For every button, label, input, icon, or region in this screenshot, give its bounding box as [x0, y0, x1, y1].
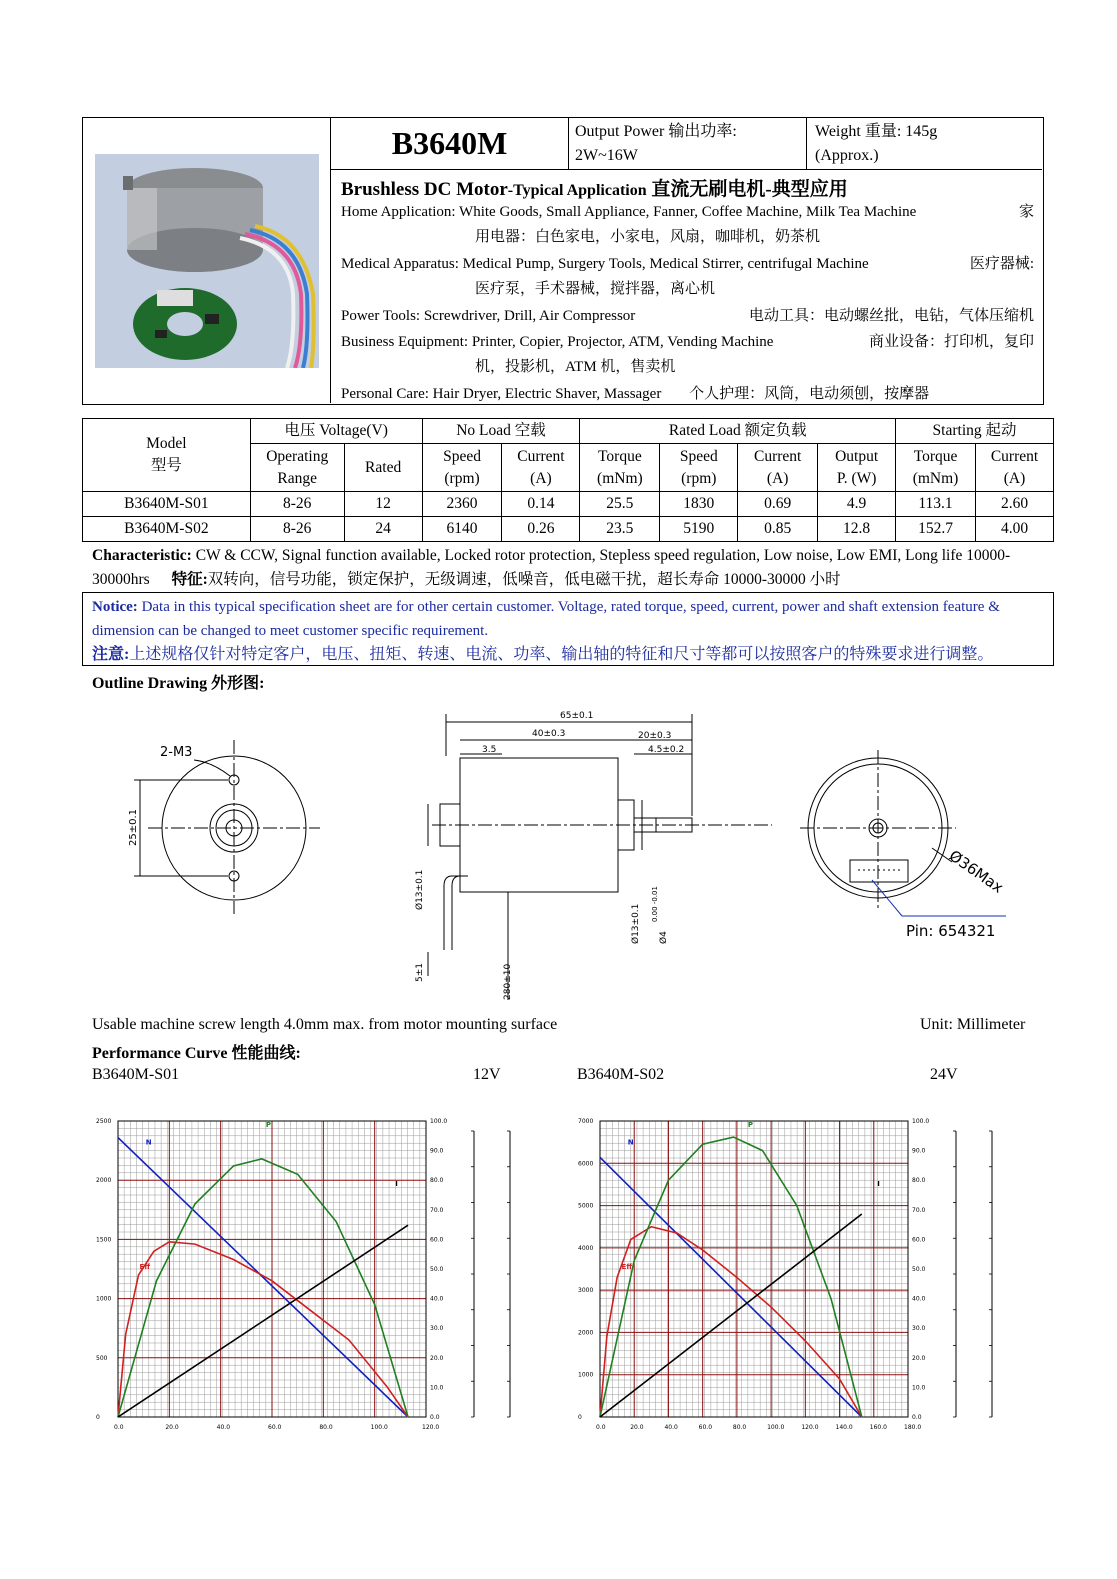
label-d35: 3.5 — [482, 745, 497, 755]
label-m3: 2-M3 — [160, 745, 193, 760]
x-tick-label: 120.0 — [422, 1424, 440, 1431]
y-tick-label: 1000 — [578, 1371, 594, 1379]
sub-header-line: Speed — [679, 447, 718, 465]
application-tools-cn: 电动工具：电动螺丝批，电钻，气体压缩机 — [748, 308, 1034, 324]
x-tick-label: 140.0 — [835, 1424, 853, 1431]
label-d36: Ø36Max — [945, 846, 1007, 897]
cell: 8-26 — [250, 492, 344, 517]
header-model-en: Model — [146, 435, 187, 452]
sub-header-line: Speed — [443, 447, 481, 465]
x-tick-label: 0.0 — [596, 1424, 606, 1431]
performance-chart-s02 — [572, 1095, 1032, 1440]
x-tick-label: 40.0 — [216, 1424, 231, 1431]
label-d280: 280±10 — [503, 963, 513, 1000]
cell: 12.8 — [818, 517, 896, 542]
cell: 4.9 — [818, 492, 896, 517]
sub-header-line: (A) — [1003, 469, 1026, 487]
cell: 23.5 — [580, 517, 660, 542]
sub-header-line: Range — [277, 469, 318, 487]
label-pin: Pin: 654321 — [906, 922, 996, 940]
series-label: P — [265, 1120, 271, 1129]
y-tick-label: 2000 — [96, 1177, 112, 1185]
output-power-label: Output Power 输出功率: — [575, 123, 737, 140]
header-model — [83, 419, 251, 492]
application-tools — [341, 304, 1036, 329]
x-tick-label: 20.0 — [165, 1424, 179, 1431]
sub-header-line: (rpm) — [681, 469, 717, 487]
sub-header-line: Current — [990, 447, 1039, 465]
series-label: I — [877, 1180, 880, 1189]
unit-note: Unit: Millimeter — [920, 1016, 1026, 1033]
sub-header-line: Output — [835, 447, 879, 465]
y-tick-label: 3000 — [578, 1287, 594, 1295]
sub-header-line: (A) — [766, 469, 789, 487]
application-personal-cn: 个人护理：风筒，电动须刨，按摩器 — [689, 386, 930, 402]
application-business-en: Business Equipment: Printer, Copier, Projector, ATM, Vending Machine — [341, 334, 774, 350]
notice-cn — [92, 643, 1044, 667]
y-tick-label: 5000 — [578, 1202, 594, 1210]
characteristic — [92, 544, 1047, 592]
weight-cell — [807, 118, 1042, 170]
application-tools-en: Power Tools: Screwdriver, Drill, Air Compressor — [341, 308, 636, 324]
sub-header — [502, 444, 580, 492]
y2-tick-label: 30.0 — [912, 1325, 926, 1333]
photo-cell — [83, 118, 331, 403]
weight-label: Weight 重量: 145g — [815, 123, 938, 140]
sub-header-line: Current — [754, 447, 802, 465]
y-tick-label: 0 — [96, 1414, 100, 1421]
series-label: P — [747, 1120, 753, 1129]
curve2-model: B3640M-S02 — [577, 1066, 665, 1083]
y2-tick-label: 90.0 — [430, 1147, 444, 1155]
sub-header — [976, 444, 1054, 492]
series-label: N — [145, 1138, 152, 1147]
curve1-voltage: 12V — [473, 1066, 501, 1083]
y-tick-label: 7000 — [578, 1118, 594, 1125]
application-medical — [341, 252, 1036, 302]
characteristic-cn-label: 特征: — [171, 571, 208, 588]
label-d13a: Ø13±0.1 — [415, 869, 425, 910]
application-title-sub: -Typical Application — [507, 182, 647, 199]
label-d4-tol: 0.00 -0.01 — [651, 886, 659, 922]
y2-tick-label: 50.0 — [912, 1266, 926, 1273]
y-tick-label: 4000 — [578, 1244, 594, 1252]
table-row — [83, 517, 1054, 542]
application-home-en: Home Application: White Goods, Small Appliance, Fanner, Coffee Machine, Milk Tea Machine — [341, 204, 917, 220]
characteristic-label: Characteristic: — [92, 547, 192, 564]
y2-tick-label: 50.0 — [430, 1266, 444, 1273]
y2-tick-label: 30.0 — [430, 1325, 444, 1333]
y-tick-label: 2000 — [578, 1329, 594, 1337]
series-label: N — [627, 1138, 634, 1147]
sub-header-line: Torque — [598, 447, 642, 465]
y2-tick-label: 100.0 — [912, 1118, 930, 1125]
cell: 0.85 — [738, 517, 818, 542]
sub-header-line: Rated — [365, 458, 402, 476]
header-box — [82, 117, 1044, 405]
cell: 2.60 — [976, 492, 1054, 517]
sub-header-line: (mNm) — [597, 469, 643, 487]
label-d20: 20±0.3 — [638, 731, 672, 741]
y-tick-label: 6000 — [578, 1160, 594, 1168]
cell: 113.1 — [896, 492, 976, 517]
sub-header — [422, 444, 502, 492]
y2-tick-label: 80.0 — [430, 1177, 444, 1185]
sub-header — [250, 444, 344, 492]
output-power-cell — [569, 118, 807, 170]
cell: 0.26 — [502, 517, 580, 542]
header-model-cn: 型号 — [150, 457, 182, 474]
application-business — [341, 330, 1036, 380]
sub-header-line: Torque — [913, 447, 958, 465]
usable-note: Usable machine screw length 4.0mm max. from motor mounting surface — [92, 1016, 558, 1033]
y2-tick-label: 80.0 — [912, 1177, 926, 1185]
sub-header-line: P. (W) — [836, 469, 877, 487]
cell: 5190 — [660, 517, 738, 542]
x-tick-label: 80.0 — [319, 1424, 333, 1431]
application-medical-cn: 医疗器械: — [969, 256, 1034, 272]
x-tick-label: 80.0 — [732, 1424, 747, 1431]
y2-tick-label: 10.0 — [430, 1384, 444, 1392]
y2-tick-label: 70.0 — [430, 1206, 444, 1214]
y2-tick-label: 60.0 — [912, 1236, 926, 1244]
cell-model: B3640M-S01 — [83, 492, 251, 517]
application-home-cn: 家 — [1018, 204, 1034, 220]
x-tick-label: 100.0 — [370, 1424, 388, 1431]
curve2-voltage: 24V — [930, 1066, 958, 1083]
sub-header — [738, 444, 818, 492]
sub-header-line: (mNm) — [912, 469, 959, 487]
cell: 0.14 — [502, 492, 580, 517]
label-d4: Ø4 — [659, 931, 669, 944]
y-tick-label: 0 — [578, 1414, 582, 1421]
series-label: Eff — [621, 1263, 633, 1271]
performance-chart-s01 — [90, 1095, 530, 1440]
label-d25: 25±0.1 — [128, 808, 139, 846]
application-business-cn-cont: 机，投影机，ATM 机，售卖机 — [475, 359, 676, 375]
series-line-eff — [600, 1227, 862, 1417]
x-tick-label: 160.0 — [869, 1424, 887, 1431]
x-tick-label: 100.0 — [767, 1424, 785, 1431]
series-line-i — [600, 1214, 862, 1417]
x-tick-label: 20.0 — [630, 1424, 644, 1431]
cell-model: B3640M-S02 — [83, 517, 251, 542]
sub-header — [344, 444, 422, 492]
y2-tick-label: 0.0 — [430, 1414, 440, 1421]
y2-tick-label: 10.0 — [912, 1384, 926, 1392]
output-power-value: 2W~16W — [575, 147, 638, 164]
cell: 6140 — [422, 517, 502, 542]
application-personal — [341, 382, 1036, 407]
application-business-cn: 商业设备：打印机，复印 — [868, 334, 1034, 350]
application-medical-cn-cont: 医疗泵，手术器械，搅拌器，离心机 — [475, 281, 716, 297]
cell: 4.00 — [976, 517, 1054, 542]
label-d5: 5±1 — [415, 963, 425, 982]
y2-tick-label: 70.0 — [912, 1206, 926, 1214]
notice-cn-text: 上述规格仅针对特定客户，电压、扭矩、转速、电流、功率、输出轴的特征和尺寸等都可以按照客户的特殊要求进行调整。 — [129, 646, 994, 663]
header-rated: Rated Load 额定负载 — [580, 419, 896, 444]
outline-drawings — [82, 700, 1042, 1010]
y-tick-label: 2500 — [96, 1118, 112, 1125]
table-row — [83, 492, 1054, 517]
side-view-drawing — [428, 714, 772, 1000]
cell: 24 — [344, 517, 422, 542]
sub-header — [818, 444, 896, 492]
notice-label: Notice: — [92, 599, 138, 615]
application-home-cn-cont: 用电器：白色家电，小家电，风扇，咖啡机，奶茶机 — [475, 229, 821, 245]
sub-header-line: Operating — [266, 447, 329, 465]
x-tick-label: 120.0 — [801, 1424, 819, 1431]
characteristic-cn-text: 双转向，信号功能，锁定保护，无级调速，低噪音，低电磁干扰，超长寿命 10000-30000 小时 — [207, 571, 841, 588]
cell: 8-26 — [250, 517, 344, 542]
header-starting: Starting 起动 — [896, 419, 1054, 444]
cell: 0.69 — [738, 492, 818, 517]
sub-header — [896, 444, 976, 492]
application-personal-en: Personal Care: Hair Dryer, Electric Shaver, Massager — [341, 386, 662, 402]
y-tick-label: 500 — [96, 1354, 108, 1362]
label-d40: 40±0.3 — [532, 729, 566, 739]
y2-tick-label: 90.0 — [912, 1147, 926, 1155]
sub-header — [580, 444, 660, 492]
cell: 152.7 — [896, 517, 976, 542]
application-title-main: Brushless DC Motor — [341, 179, 508, 200]
application-title-cn: 直流无刷电机-典型应用 — [646, 179, 848, 200]
label-d13b: Ø13±0.1 — [631, 903, 641, 944]
cell: 12 — [344, 492, 422, 517]
header-noload: No Load 空载 — [422, 419, 580, 444]
header-voltage: 电压 Voltage(V) — [250, 419, 422, 444]
x-tick-label: 0.0 — [114, 1424, 124, 1431]
sub-header-line: Current — [517, 447, 565, 465]
weight-note: (Approx.) — [815, 147, 879, 164]
application-medical-en: Medical Apparatus: Medical Pump, Surgery Tools, Medical Stirrer, centrifugal Machine — [341, 256, 869, 272]
model-title: B3640M — [331, 118, 569, 170]
y2-tick-label: 0.0 — [912, 1414, 922, 1421]
performance-title: Performance Curve 性能曲线: — [92, 1045, 301, 1062]
spec-table — [82, 418, 1054, 542]
curve1-model: B3640M-S01 — [92, 1066, 180, 1083]
y2-tick-label: 60.0 — [430, 1236, 444, 1244]
notice-cn-label: 注意: — [92, 646, 130, 663]
outline-title: Outline Drawing 外形图: — [92, 675, 265, 692]
y2-tick-label: 40.0 — [912, 1295, 926, 1303]
motor-photo — [95, 154, 319, 368]
label-d45: 4.5±0.2 — [648, 745, 685, 755]
cell: 25.5 — [580, 492, 660, 517]
rear-view-drawing — [800, 750, 1006, 916]
y2-tick-label: 100.0 — [430, 1118, 448, 1125]
sub-header — [660, 444, 738, 492]
notice-box — [82, 592, 1054, 666]
x-tick-label: 180.0 — [904, 1424, 922, 1431]
label-d65: 65±0.1 — [560, 711, 594, 721]
series-label: I — [395, 1180, 398, 1189]
x-tick-label: 60.0 — [268, 1424, 282, 1431]
y2-tick-label: 20.0 — [912, 1354, 926, 1362]
series-label: Eff — [139, 1263, 151, 1271]
y2-tick-label: 40.0 — [430, 1295, 444, 1303]
series-line-n — [600, 1157, 862, 1417]
x-tick-label: 40.0 — [664, 1424, 678, 1431]
cell: 1830 — [660, 492, 738, 517]
x-tick-label: 60.0 — [698, 1424, 713, 1431]
notice-text: Data in this typical specification sheet are for other certain customer. Voltage, rated torque, speed, current, power and shaft extension feature & dimension can be changed to meet customer specific requirement. — [92, 599, 1000, 639]
sub-header-line: (rpm) — [444, 469, 480, 487]
y-tick-label: 1500 — [96, 1236, 112, 1244]
front-view-drawing — [134, 740, 320, 914]
sub-header-line: (A) — [530, 469, 552, 487]
characteristic-text: CW & CCW, Signal function available, Locked rotor protection, Stepless speed regulation, Low noise, Low EMI, Long life 10000-30000hrs — [92, 547, 1011, 588]
application-home — [341, 200, 1036, 250]
y2-tick-label: 20.0 — [430, 1354, 444, 1362]
application-title — [341, 174, 848, 201]
y-tick-label: 1000 — [96, 1295, 112, 1303]
cell: 2360 — [422, 492, 502, 517]
